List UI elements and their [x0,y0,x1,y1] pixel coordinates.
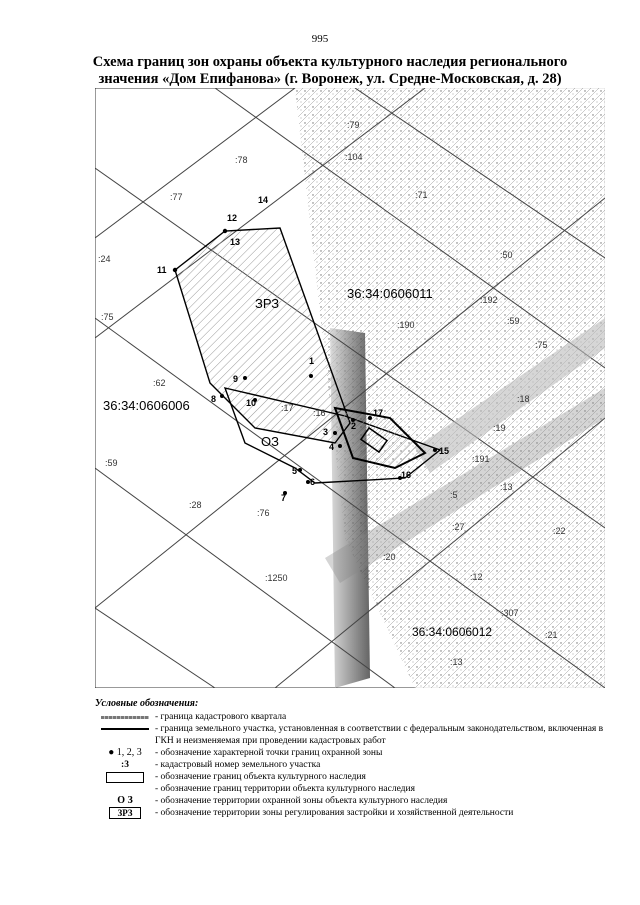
legend-item [95,723,615,747]
legend-text: - граница земельного участка, установленная в соответствии с федеральным законодательством, включенная в ГКН и неизменяемая при проведении кадастровых работ [155,724,604,746]
label-point-1: 1 [309,356,315,366]
parcel-label: :75 [535,340,548,350]
parcel-label: :307 [501,608,519,618]
point-4 [338,444,342,448]
parcel-label: :75 [101,312,114,322]
parcel-label: :191 [472,454,490,464]
page-number: 995 [311,33,329,45]
legend-item [95,771,615,783]
parcel-label: :79 [347,120,360,130]
legend-text: - обозначение границ территории объекта культурного наследия [155,784,415,794]
parcel-label: :77 [170,192,183,202]
parcel-label: :190 [397,320,415,330]
parcel-label: :71 [415,190,428,200]
parcel-label: :104 [345,152,363,162]
quarter-label-0606011: 36:34:0606011 [347,286,433,301]
quarter-label-0606006: 36:34:0606006 [103,398,190,413]
legend-text: - обозначение характерной точки границ охранной зоны [155,748,383,758]
label-point-10: 10 [246,398,257,408]
parcel-number-symbol: :3 [121,760,129,770]
parcel-label: :192 [480,295,498,305]
title-line-1: Схема границ зон охраны объекта культурного наследия регионального [92,54,568,70]
parcel-label: :76 [257,508,270,518]
map-svg [95,88,605,688]
parcel-label: :22 [553,526,566,536]
zrz-symbol: ЗРЗ [109,807,140,819]
point-9 [243,376,247,380]
legend-item [95,711,615,723]
oz-label: ОЗ [261,434,279,449]
legend-text: - обозначение территории зоны регулирования застройки и хозяйственной деятельности [155,808,514,818]
label-point-4: 4 [329,442,335,452]
parcel-label: :1250 [265,573,288,583]
parcel-label: :62 [153,378,166,388]
point-17 [368,416,372,420]
parcel-label: :19 [493,423,506,433]
parcel-boundary-symbol [101,728,149,730]
heritage-boundary-symbol [106,772,144,783]
legend-text: - обозначение границ объекта культурного наследия [155,772,366,782]
title-line-2: значения «Дом Епифанова» (г. Воронеж, ул. Средне-Московская, д. 28) [98,71,562,87]
point-3 [333,431,337,435]
label-point-3: 3 [323,427,329,437]
point-1 [309,374,313,378]
legend-item [95,795,615,807]
parcel-label: :13 [450,657,463,667]
label-point-9: 9 [233,374,239,384]
label-point-13: 13 [230,237,241,247]
parcel-label: :17 [281,403,294,413]
parcel-label: :27 [452,522,465,532]
parcel-label: :78 [235,155,248,165]
legend [95,698,615,819]
label-point-14: 14 [258,195,269,205]
oz-symbol: О З [117,795,133,806]
legend-title: Условные обозначения: [95,698,199,709]
quarter-boundary-symbol [101,716,149,719]
label-point-12: 12 [227,213,238,223]
page-title [60,54,600,88]
legend-item [95,747,615,759]
parcel-label: :20 [383,552,396,562]
parcel-label: :13 [500,482,513,492]
label-point-2: 2 [351,421,357,431]
parcel-label: :50 [500,250,513,260]
legend-item [95,783,615,795]
label-point-17: 17 [373,408,384,418]
parcel-label: :12 [470,572,483,582]
parcel-label: :28 [189,500,202,510]
quarter-label-0606012: 36:34:0606012 [412,625,493,639]
label-point-8: 8 [211,394,217,404]
label-point-5: 5 [292,466,298,476]
point-15 [433,448,437,452]
parcel-label: :59 [507,316,520,326]
label-point-7: 7 [281,493,287,503]
label-point-16: 16 [401,470,412,480]
label-point-11: 11 [157,265,167,275]
cadastral-map [95,88,605,688]
label-point-15: 15 [439,446,450,456]
zrz-label: ЗРЗ [255,296,280,311]
legend-text: - кадастровый номер земельного участка [155,760,321,770]
point-5 [298,468,302,472]
parcel-label: :59 [105,458,118,468]
legend-text: - граница кадастрового квартала [155,712,287,722]
legend-item [95,807,615,819]
point-12 [223,229,227,233]
parcel-label: :18 [517,394,530,404]
parcel-label: :24 [98,254,111,264]
label-point-6: 6 [310,477,316,487]
legend-text: - обозначение территории охранной зоны объекта культурного наследия [155,796,448,806]
parcel-label: :5 [450,490,458,500]
point-11 [173,268,177,272]
legend-item [95,759,615,771]
parcel-label: :21 [545,630,558,640]
point-symbol: ● 1, 2, 3 [108,747,142,758]
parcel-label: :16 [313,408,326,418]
point-8 [220,394,224,398]
